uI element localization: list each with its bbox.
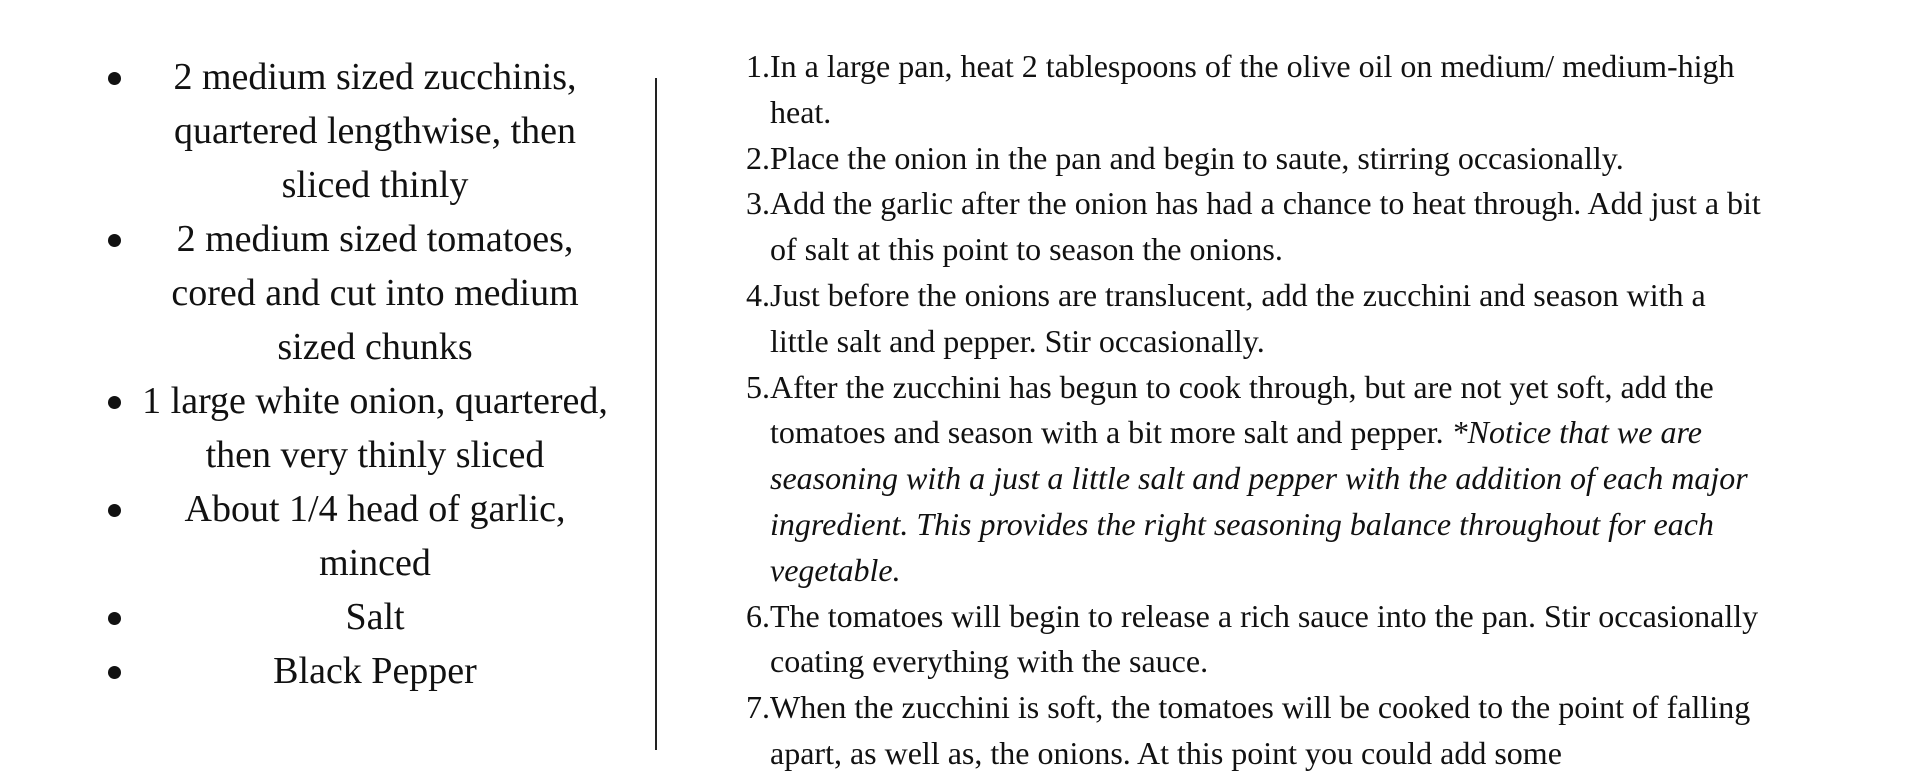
ingredient-item [100,644,610,698]
bullet-icon [108,234,121,247]
step-text: After the zucchini has begun to cook through, but are not yet soft, add the tomatoes and season with a bit more salt and pepper. [770,368,1714,451]
column-divider [655,78,657,750]
instruction-step [738,365,1768,594]
instructions-list [738,44,1768,777]
instruction-step [738,685,1768,777]
ingredient-text: 2 medium sized zucchinis, quartered lengthwise, then sliced thinly [173,56,577,206]
instruction-step [738,594,1768,686]
step-number: 2. [746,139,770,176]
ingredient-text: Black Pepper [273,650,477,692]
step-text: Add the garlic after the onion has had a chance to heat through. Add just a bit of salt at this point to season the onions. [770,185,1761,268]
ingredient-text: 1 large white onion, quartered, then very thinly sliced [142,380,608,476]
ingredient-item [100,374,610,482]
ingredients-column [0,0,640,750]
ingredient-text: 2 medium sized tomatoes, cored and cut into medium sized chunks [171,218,579,368]
step-number: 6. [746,597,770,634]
seasoning-note: *Notice that we are seasoning with a just a little salt and pepper with the addition of each major ingredient. This provides the right seasoning balance throughout for each vegetable. [770,414,1748,588]
ingredient-item [100,482,610,590]
ingredient-text: About 1/4 head of garlic, minced [184,488,566,584]
step-number: 3. [746,185,770,222]
step-text: When the zucchini is soft, the tomatoes will be cooked to the point of falling apart, as well as, the onions. At this point you could add some [770,689,1751,771]
instruction-step [738,136,1768,182]
ingredient-text: Salt [345,596,405,638]
bullet-icon [108,666,121,679]
ingredient-item [100,212,610,374]
ingredient-item [100,50,610,212]
ingredient-list [100,50,640,698]
step-text: Place the onion in the pan and begin to saute, stirring occasionally. [770,139,1624,176]
step-text: In a large pan, heat 2 tablespoons of the olive oil on medium/ medium-high heat. [770,48,1735,130]
bullet-icon [108,396,121,409]
bullet-icon [108,72,121,85]
ingredient-item [100,590,610,644]
bullet-icon [108,612,121,625]
step-number: 7. [746,689,770,726]
step-text: Just before the onions are translucent, add the zucchini and season with a little salt and pepper. Stir occasionally. [770,276,1706,359]
step-number: 5. [746,368,770,405]
step-text: The tomatoes will begin to release a rich sauce into the pan. Stir occasionally coating everything with the sauce. [770,597,1759,680]
instruction-step [738,44,1768,136]
step-number: 4. [746,276,770,313]
bullet-icon [108,504,121,517]
instruction-step [738,181,1768,273]
instruction-step [738,273,1768,365]
step-number: 1. [746,48,770,84]
